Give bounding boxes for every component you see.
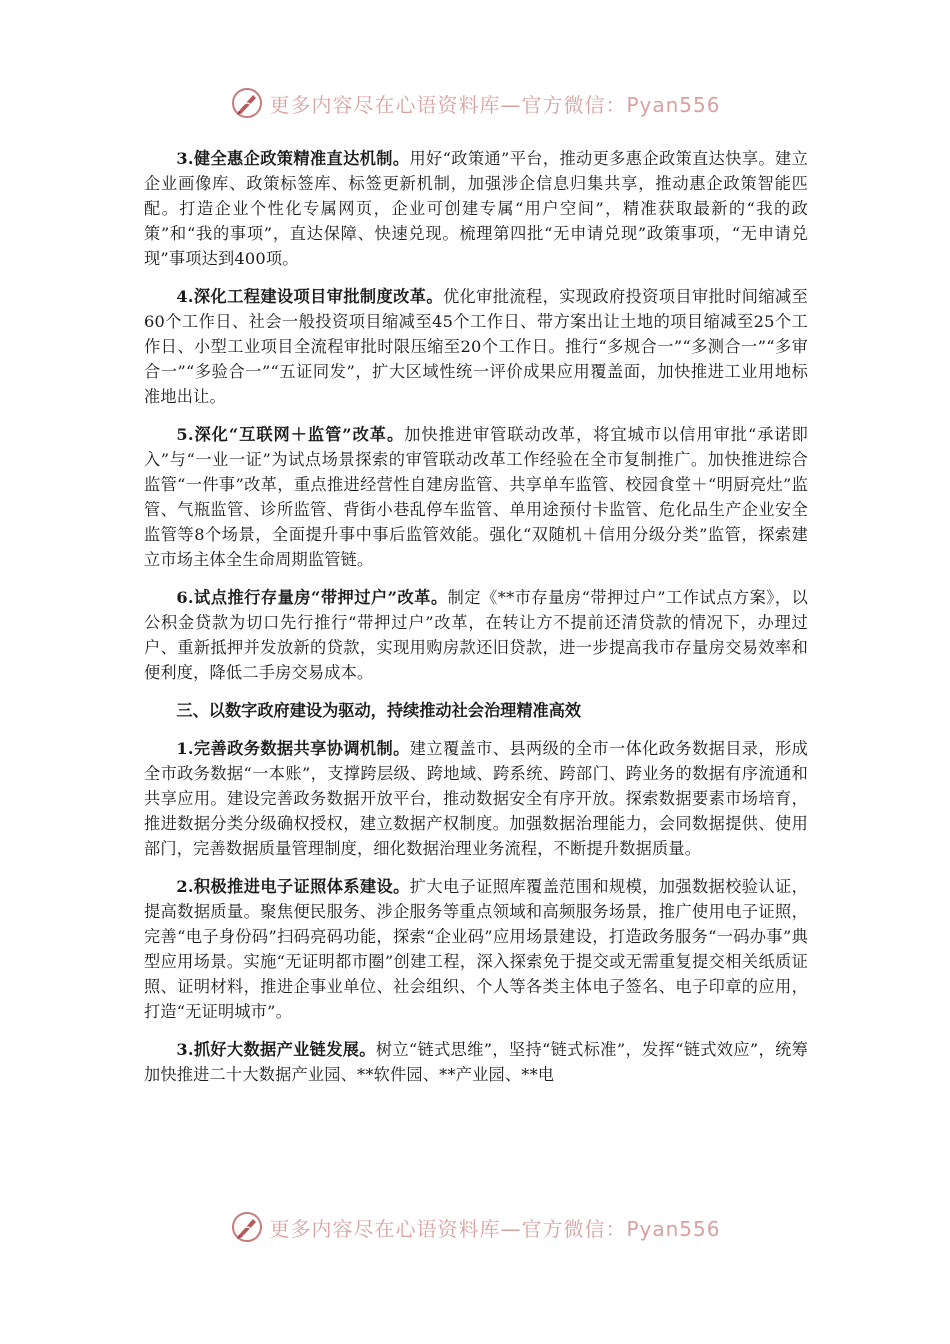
section-heading: 三、以数字政府建设为驱动，持续推动社会治理精准高效	[176, 701, 582, 720]
paragraph	[144, 422, 808, 572]
paragraph-heading: 3.健全惠企政策精准直达机制。	[176, 149, 410, 168]
header-banner	[0, 83, 950, 123]
paragraph-text: 树立“链式思维”，坚持“链式标准”，发挥“链式效应”，统筹加快推进二十大数据产业园、**软件园、**产业园、**电	[144, 1040, 809, 1084]
paragraph-heading: 2.积极推进电子证照体系建设。	[176, 877, 410, 896]
paragraph-heading: 3.抓好大数据产业链发展。	[176, 1040, 376, 1059]
paragraph	[144, 1037, 808, 1087]
footer-banner	[0, 1207, 950, 1247]
paragraph-text: 优化审批流程，实现政府投资项目审批时间缩减至60个工作日、社会一般投资项目缩减至45个工作日、带方案出让土地的项目缩减至25个工作日、小型工业项目全流程审批时限压缩至20个工作日。推行“多规合一”“多测合一”“多审合一”“多验合一”“五证同发”，扩大区域性统一评价成果应用覆盖面，加快推进工业用地标准地出让。	[144, 287, 808, 406]
banner-text: 更多内容尽在心语资料库—官方微信：Pyan556	[269, 1216, 721, 1241]
paragraph	[144, 585, 808, 685]
pen-circle-logo-icon	[229, 1209, 265, 1245]
paragraph-text: 扩大电子证照库覆盖范围和规模，加强数据校验认证，提高数据质量。聚焦便民服务、涉企服务等重点领域和高频服务场景，推广使用电子证照，完善“电子身份码”扫码亮码功能，探索“企业码”应用场景建设，打造政务服务“一码办事”典型应用场景。实施“无证明都市圈”创建工程，深入探索免于提交或无需重复提交相关纸质证照、证明材料，推进企事业单位、社会组织、个人等各类主体电子签名、电子印章的应用，打造“无证明城市”。	[144, 877, 808, 1021]
paragraph	[144, 874, 808, 1024]
banner-text: 更多内容尽在心语资料库—官方微信：Pyan556	[269, 92, 721, 117]
paragraph	[144, 284, 808, 409]
paragraph-heading: 1.完善政务数据共享协调机制。	[176, 739, 410, 758]
paragraph-text: 加快推进审管联动改革，将宜城市以信用审批“承诺即入”与“一业一证”为试点场景探索的审管联动改革工作经验在全市复制推广。加快推进综合监管“一件事”改革，重点推进经营性自建房监管、共享单车监管、校园食堂＋“明厨亮灶”监管、气瓶监管、诊所监管、背街小巷乱停车监管、单用途预付卡监管、危化品生产企业安全监管等8个场景，全面提升事中事后监管效能。强化“双随机＋信用分级分类”监管，探索建立市场主体全生命周期监管链。	[144, 425, 808, 569]
paragraph-text: 制定《**市存量房“带押过户”工作试点方案》，以公积金贷款为切口先行推行“带押过户”改革，在转让方不提前还清贷款的情况下，办理过户、重新抵押并发放新的贷款，实现用购房款还旧贷款，进一步提高我市存量房交易效率和便利度，降低二手房交易成本。	[144, 588, 809, 682]
paragraph-heading: 4.深化工程建设项目审批制度改革。	[176, 287, 443, 306]
pen-circle-logo-icon	[229, 85, 265, 121]
paragraph	[144, 736, 808, 861]
paragraph-text: 建立覆盖市、县两级的全市一体化政务数据目录，形成全市政务数据“一本账”，支撑跨层级、跨地域、跨系统、跨部门、跨业务的数据有序流通和共享应用。建设完善政务数据开放平台，推动数据安全有序开放。探索数据要素市场培育，推进数据分类分级确权授权，建立数据产权制度。加强数据治理能力，会同数据提供、使用部门，完善数据质量管理制度，细化数据治理业务流程，不断提升数据质量。	[144, 739, 808, 858]
document-body	[144, 146, 808, 1100]
paragraph-text: 用好“政策通”平台，推动更多惠企政策直达快享。建立企业画像库、政策标签库、标签更新机制，加强涉企信息归集共享，推动惠企政策智能匹配。打造企业个性化专属网页，企业可创建专属“用户空间”，精准获取最新的“我的政策”和“我的事项”，直达保障、快速兑现。梳理第四批“无申请兑现”政策事项，“无申请兑现”事项达到400项。	[144, 149, 808, 268]
paragraph-heading: 5.深化“互联网＋监管”改革。	[176, 425, 405, 444]
paragraph	[144, 146, 808, 271]
paragraph-heading: 6.试点推行存量房“带押过户”改革。	[176, 588, 448, 607]
